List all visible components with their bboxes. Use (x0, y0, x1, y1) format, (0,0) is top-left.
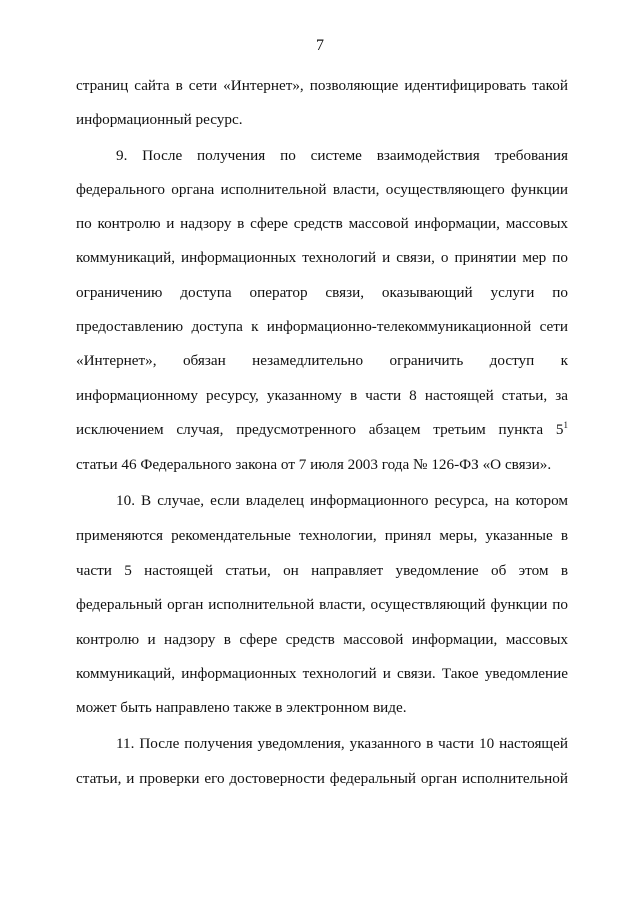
text-line: статьи, и проверки его достоверности федеральный орган исполнительной (76, 770, 568, 787)
text-line: федерального органа исполнительной власти, осуществляющего функции (76, 181, 568, 198)
text-line: предоставлению доступа к информационно-телекоммуникационной сети (76, 318, 568, 335)
text-line: по контролю и надзору в сфере средств массовой информации, массовых (76, 215, 568, 232)
text-line: применяются рекомендательные технологии, принял меры, указанные в (76, 527, 568, 544)
text-line: информационный ресурс. (76, 111, 243, 128)
text-line: информационному ресурсу, указанному в части 8 настоящей статьи, за (76, 387, 568, 404)
text-line: контролю и надзору в сфере средств массовой информации, массовых (76, 631, 568, 648)
text-line: страниц сайта в сети «Интернет», позволяющие идентифицировать такой (76, 77, 568, 94)
text-line: «Интернет», обязан незамедлительно ограничить доступ к (76, 352, 568, 369)
text-line: может быть направлено также в электронном виде. (76, 699, 407, 716)
text-line-with-superscript (76, 420, 568, 440)
paragraph-9-first-line: 9. После получения по системе взаимодействия требования (116, 147, 568, 164)
text-line: коммуникаций, информационных технологий и связи. Такое уведомление (76, 665, 568, 682)
paragraph-10-first-line: 10. В случае, если владелец информационного ресурса, на котором (116, 492, 568, 509)
paragraph-11-first-line: 11. После получения уведомления, указанного в части 10 настоящей (116, 735, 568, 752)
text-line: ограничению доступа оператор связи, оказывающий услуги по (76, 284, 568, 301)
text-line: федеральный орган исполнительной власти, осуществляющий функции по (76, 596, 568, 613)
text-line: исключением случая, предусмотренного абзацем третьим пункта 5 (76, 421, 564, 438)
superscript: 1 (563, 419, 568, 430)
text-line: коммуникаций, информационных технологий и связи, о принятии мер по (76, 249, 568, 266)
page-number: 7 (316, 37, 324, 54)
text-line: статьи 46 Федерального закона от 7 июля 2003 года № 126-ФЗ «О связи». (76, 456, 552, 473)
text-line: части 5 настоящей статьи, он направляет уведомление об этом в (76, 562, 568, 579)
